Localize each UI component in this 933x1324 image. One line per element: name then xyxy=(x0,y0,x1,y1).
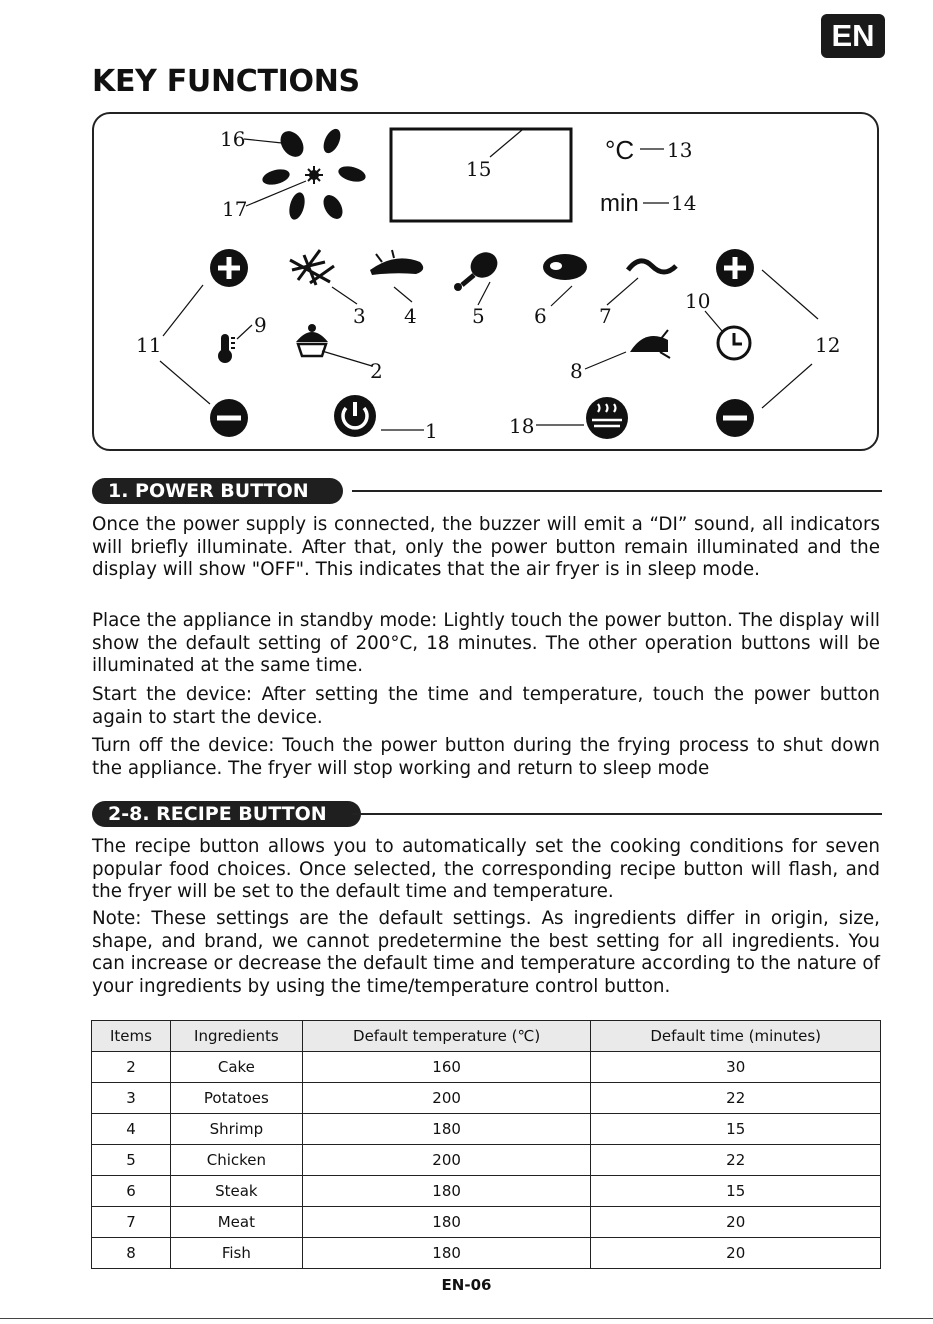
cell-temperature: 200 xyxy=(302,1145,591,1176)
label-13: 13 xyxy=(667,138,693,162)
column-header: Default time (minutes) xyxy=(591,1021,881,1052)
control-panel-illustration xyxy=(0,0,933,460)
label-6: 6 xyxy=(534,304,547,328)
bottom-divider xyxy=(0,1318,933,1319)
table-row xyxy=(92,1114,881,1145)
timer-icon xyxy=(718,327,750,359)
cell-temperature: 180 xyxy=(302,1176,591,1207)
cell-item: 3 xyxy=(92,1083,171,1114)
cell-time: 20 xyxy=(591,1207,881,1238)
column-header: Items xyxy=(92,1021,171,1052)
cell-item: 5 xyxy=(92,1145,171,1176)
label-17: 17 xyxy=(222,197,248,221)
page-number: EN-06 xyxy=(441,1276,492,1294)
cell-temperature: 200 xyxy=(302,1083,591,1114)
label-3: 3 xyxy=(353,304,366,328)
paragraph: The recipe button allows you to automatically set the cooking conditions for seven popular food choices. Once selected, the corresponding recipe button will flash, and the fryer will be set to the default time and temperature. xyxy=(92,836,880,902)
column-header: Default temperature (℃) xyxy=(302,1021,591,1052)
divider xyxy=(352,813,882,815)
label-8: 8 xyxy=(570,359,583,383)
cell-ingredient: Shrimp xyxy=(170,1114,302,1145)
cell-ingredient: Fish xyxy=(170,1238,302,1269)
label-4: 4 xyxy=(404,304,417,328)
cell-item: 4 xyxy=(92,1114,171,1145)
paragraph: Turn off the device: Touch the power button during the frying process to shut down the appliance. The fryer will stop working and return to sleep mode xyxy=(92,735,880,779)
label-18: 18 xyxy=(509,414,535,438)
cell-ingredient: Cake xyxy=(170,1052,302,1083)
fries-icon xyxy=(290,250,334,285)
thermometer-icon xyxy=(218,334,235,363)
cell-time: 30 xyxy=(591,1052,881,1083)
language-badge: EN xyxy=(821,14,885,58)
label-2: 2 xyxy=(370,359,383,383)
paragraph: Once the power supply is connected, the buzzer will emit a “DI” sound, all indicators will briefly illuminate. After that, only the power button remain illuminated and the display will show "OFF". This indicates that the air fryer is in sleep mode. xyxy=(92,514,880,580)
temperature-minus-icon xyxy=(210,399,248,437)
section-header-recipe xyxy=(92,801,882,827)
celsius-indicator: °C xyxy=(605,135,635,165)
cell-ingredient: Chicken xyxy=(170,1145,302,1176)
fish-icon xyxy=(630,330,670,358)
minutes-indicator: min xyxy=(600,190,639,217)
paragraph: Note: These settings are the default settings. As ingredients differ in origin, size, shape, and brand, we cannot predetermine the best setting for all ingredients. You can increase or decrease the default time and temperature according to the nature of your ingredients by using the time/temperature control button. xyxy=(92,908,880,997)
divider xyxy=(352,490,882,492)
recipe-table xyxy=(91,1020,881,1269)
cell-temperature: 180 xyxy=(302,1238,591,1269)
time-plus-icon xyxy=(716,249,754,287)
fan-indicator-icon xyxy=(261,126,368,222)
label-9: 9 xyxy=(254,313,267,337)
label-1: 1 xyxy=(425,419,438,443)
table-row xyxy=(92,1052,881,1083)
cell-temperature: 180 xyxy=(302,1207,591,1238)
cell-temperature: 160 xyxy=(302,1052,591,1083)
label-10: 10 xyxy=(685,289,711,313)
section-title: 2-8. RECIPE BUTTON xyxy=(92,801,361,827)
cell-time: 20 xyxy=(591,1238,881,1269)
cell-item: 8 xyxy=(92,1238,171,1269)
cell-time: 15 xyxy=(591,1176,881,1207)
table-row xyxy=(92,1207,881,1238)
keep-warm-icon xyxy=(586,397,628,439)
table-row xyxy=(92,1083,881,1114)
cell-ingredient: Potatoes xyxy=(170,1083,302,1114)
cell-item: 7 xyxy=(92,1207,171,1238)
cell-ingredient: Meat xyxy=(170,1207,302,1238)
table-row xyxy=(92,1176,881,1207)
power-icon xyxy=(334,395,376,437)
cell-time: 22 xyxy=(591,1145,881,1176)
meat-icon xyxy=(628,261,676,272)
cell-temperature: 180 xyxy=(302,1114,591,1145)
section-header-power xyxy=(92,478,882,504)
label-16: 16 xyxy=(220,127,246,151)
steak-icon xyxy=(543,254,587,280)
label-11: 11 xyxy=(136,333,162,357)
cell-item: 6 xyxy=(92,1176,171,1207)
label-7: 7 xyxy=(599,304,612,328)
column-header: Ingredients xyxy=(170,1021,302,1052)
temperature-plus-icon xyxy=(210,249,248,287)
paragraph: Start the device: After setting the time and temperature, touch the power button again to start the device. xyxy=(92,684,880,728)
label-14: 14 xyxy=(671,191,697,215)
shrimp-icon xyxy=(370,250,423,275)
cell-ingredient: Steak xyxy=(170,1176,302,1207)
label-5: 5 xyxy=(472,304,485,328)
section-title: 1. POWER BUTTON xyxy=(92,478,343,504)
table-row xyxy=(92,1238,881,1269)
drumstick-icon xyxy=(454,247,502,291)
cell-time: 22 xyxy=(591,1083,881,1114)
cell-item: 2 xyxy=(92,1052,171,1083)
label-15: 15 xyxy=(466,157,492,181)
cell-time: 15 xyxy=(591,1114,881,1145)
page-title: KEY FUNCTIONS xyxy=(92,64,360,99)
table-row xyxy=(92,1145,881,1176)
paragraph: Place the appliance in standby mode: Lightly touch the power button. The display will show the default setting of 200°C, 18 minutes. The other operation buttons will be illuminated at the same time. xyxy=(92,610,880,676)
label-12: 12 xyxy=(815,333,841,357)
table-header-row xyxy=(92,1021,881,1052)
time-minus-icon xyxy=(716,399,754,437)
